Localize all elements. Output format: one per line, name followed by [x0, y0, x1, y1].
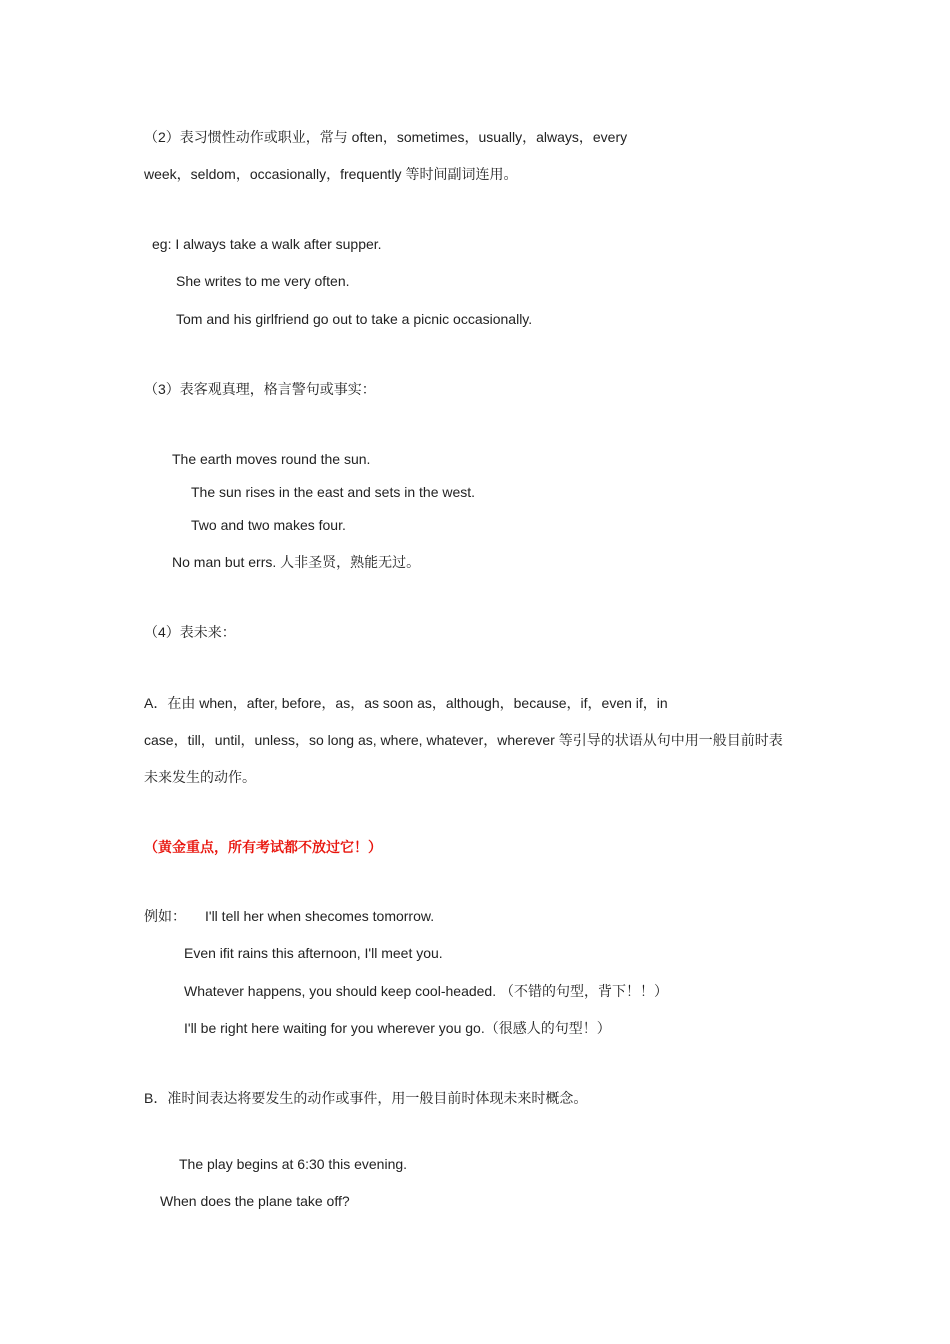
- section2-example-3: Tom and his girlfriend go out to take a picnic occasionally.: [176, 311, 533, 327]
- section4-b-example-1: The play begins at 6:30 this evening.: [179, 1156, 408, 1172]
- example-label: 例如：: [144, 908, 186, 924]
- section2-line1: （2）表习惯性动作或职业，常与 often，sometimes，usually，always，every: [144, 129, 628, 145]
- section4-example-4: I'll be right here waiting for you wherever you go.（很感人的句型！）: [184, 1020, 611, 1036]
- section2-line2: week，seldom，occasionally，frequently 等时间副词连用。: [144, 166, 518, 182]
- section4-example-3: Whatever happens, you should keep cool-headed. （不错的句型，背下！！）: [184, 983, 668, 999]
- section4-a-line1: A．在由 when，after, before，as，as soon as，although，because，if，even if，in: [144, 695, 668, 711]
- section3-example-1: The earth moves round the sun.: [172, 451, 371, 467]
- section4-b-line: B．准时间表达将要发生的动作或事件，用一般目前时体现未来时概念。: [144, 1090, 588, 1106]
- section3-example-3: Two and two makes four.: [191, 517, 346, 533]
- section4-highlight: （黄金重点，所有考试都不放过它！）: [144, 839, 382, 855]
- section4-example-2: Even ifit rains this afternoon, I'll meet you.: [184, 945, 443, 961]
- section4-b-example-2: When does the plane take off?: [160, 1193, 350, 1209]
- section2-example-2: She writes to me very often.: [176, 273, 350, 289]
- section2-example-1: eg: I always take a walk after supper.: [152, 236, 382, 252]
- section3-example-2: The sun rises in the east and sets in the west.: [191, 484, 476, 500]
- section3-heading: （3）表客观真理，格言警句或事实：: [144, 381, 376, 397]
- section4-heading: （4）表未来：: [144, 624, 236, 640]
- section4-example-1: I'll tell her when shecomes tomorrow.: [205, 908, 435, 924]
- section4-a-line2: case，till，until，unless，so long as, where, whatever，wherever 等引导的状语从句中用一般目前时表: [144, 732, 783, 748]
- section4-a-line3: 未来发生的动作。: [144, 769, 256, 785]
- section3-example-4: No man but errs. 人非圣贤，熟能无过。: [172, 554, 421, 570]
